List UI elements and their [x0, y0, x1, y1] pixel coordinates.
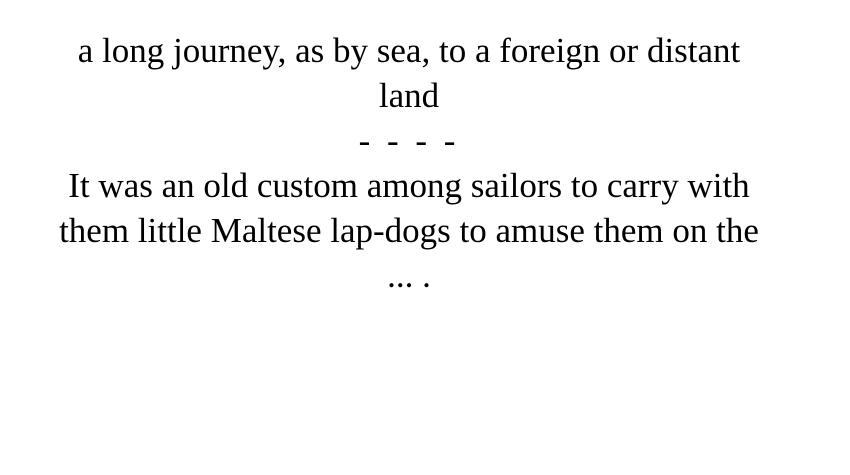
definition-text: a long journey, as by sea, to a foreign or distant land	[77, 31, 741, 115]
separator: - - - -	[358, 121, 460, 160]
example-sentence: It was an old custom among sailors to carry with them little Maltese lap-dogs to amuse them on the ... .	[59, 166, 759, 295]
